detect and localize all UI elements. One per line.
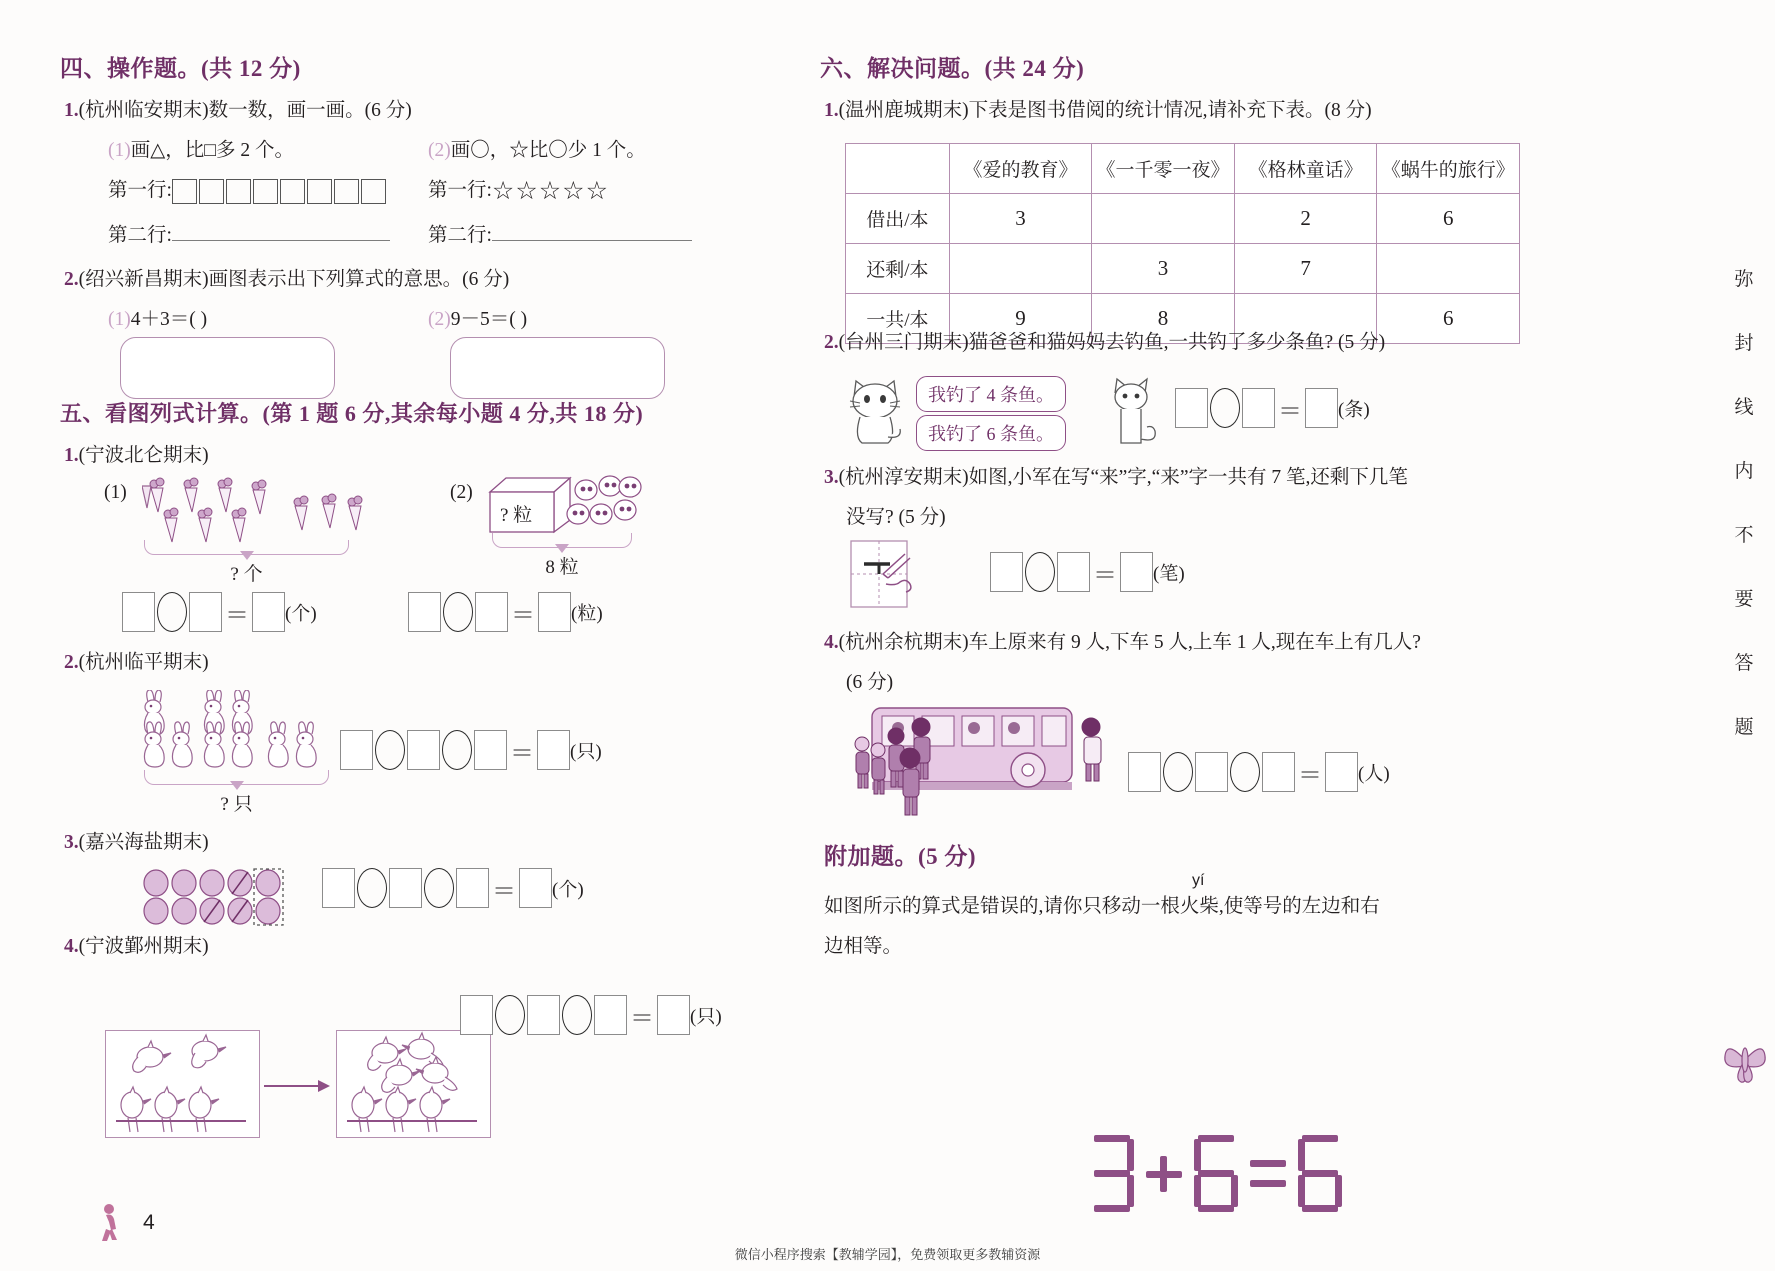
s4-q2-sub1-label: (1) [108, 309, 131, 330]
s4-q2-text: (绍兴新昌期末)画图表示出下列算式的意思。(6 分) [78, 269, 510, 290]
cat-bubble-2: 我钓了 6 条鱼。 [916, 415, 1066, 451]
side-char: 线 [1734, 396, 1754, 418]
answer-box[interactable] [1120, 552, 1153, 592]
s4-q2-sub2-expr: 9－5＝( ) [450, 309, 528, 330]
s4-q1-sub2-label: (2) [428, 140, 451, 161]
s4-q2-sub1 [108, 305, 207, 334]
s5-q3-answer: ＝ (个) [322, 868, 584, 908]
shape-square [280, 179, 305, 204]
table-column-header: 《格林童话》 [1234, 144, 1377, 194]
operator-circle[interactable] [373, 730, 407, 770]
answer-unit: (只) [570, 741, 602, 763]
draw-area-2[interactable] [450, 337, 665, 399]
answer-box[interactable] [122, 592, 155, 632]
s5-q3-line [64, 828, 209, 857]
side-char: 要 [1734, 588, 1754, 610]
side-char: 题 [1734, 716, 1754, 738]
star-row: ☆☆☆☆☆ [491, 178, 609, 206]
table-row-header: 一共/本 [846, 294, 950, 344]
answer-box[interactable] [990, 552, 1023, 592]
operator-circle[interactable] [1161, 752, 1195, 792]
brace-rabbits [144, 770, 329, 786]
table-cell-blank[interactable] [1092, 194, 1235, 244]
table-row-header: 借出/本 [846, 194, 950, 244]
answer-box[interactable] [1195, 752, 1228, 792]
s5-q2-answer: ＝ (只) [340, 730, 602, 770]
circles-group [142, 868, 302, 931]
s5-q1-sub2-label: (2) [450, 482, 473, 503]
answer-box[interactable] [322, 868, 355, 908]
s6-q3-answer: ＝ (笔) [990, 552, 1185, 592]
table-cell-blank[interactable] [1377, 244, 1520, 294]
bonus-text-line2: 边相等。 [824, 936, 903, 957]
operator-circle[interactable] [355, 868, 389, 908]
shape-square [334, 179, 359, 204]
cat-left-icon [842, 375, 908, 452]
bird-frame-after [336, 1030, 491, 1138]
s6-q4-line2: (6 分) [846, 672, 894, 693]
runner-decoration-icon [92, 1203, 126, 1243]
s4-q1-sub1-row1 [108, 176, 388, 205]
s5-q2-line [64, 648, 209, 677]
s6-q4-line1 [824, 628, 1421, 657]
s6-q3-text1: (杭州淳安期末)如图,小军在写“来”字,“来”字一共有 7 笔,还剩下几笔 [838, 467, 1408, 488]
table-cell-value: 6 [1377, 194, 1520, 244]
s4-q1-sub2-row2-label: 第二行: [428, 225, 492, 246]
answer-box[interactable] [408, 592, 441, 632]
s5-q1-sub2-answer: ＝ (粒) [408, 592, 603, 632]
bonus-text-line1: 如图所示的算式是错误的,请你只移动一根火柴,使等号的左边和右 [824, 896, 1380, 917]
table-cell-value: 6 [1377, 294, 1520, 344]
brace-beads [492, 533, 632, 549]
cat-father-icon [1105, 375, 1165, 455]
answer-box[interactable] [407, 730, 440, 770]
cat-mother-icon [842, 375, 908, 447]
answer-box[interactable] [527, 995, 560, 1035]
answer-unit: (粒) [571, 603, 603, 625]
answer-unit: (个) [552, 879, 584, 901]
answer-box[interactable] [538, 592, 571, 632]
section-six-heading: 六、解决问题。(共 24 分) [820, 56, 1085, 81]
s6-q2-text: (台州三门期末)猫爸爸和猫妈妈去钓鱼,一共钓了多少条鱼? (5 分) [838, 332, 1386, 353]
answer-box[interactable] [657, 995, 690, 1035]
brace-carrots [144, 540, 349, 556]
s4-q1-sub2-line [428, 136, 646, 165]
answer-box[interactable] [519, 868, 552, 908]
operator-circle[interactable] [422, 868, 456, 908]
s5-q3-number: 3. [64, 832, 79, 853]
answer-box[interactable] [1325, 752, 1358, 792]
s5-q4-number: 4. [64, 936, 79, 957]
side-char: 弥 [1734, 269, 1754, 290]
bonus-heading: 附加题。(5 分) [824, 844, 977, 869]
answer-box[interactable] [252, 592, 285, 632]
table-cell-value: 7 [1234, 244, 1377, 294]
s6-q3-line1 [824, 463, 1408, 492]
s4-q2-sub2-label: (2) [428, 309, 451, 330]
bus-and-people-svg [842, 702, 1142, 817]
table-row-header: 还剩/本 [846, 244, 950, 294]
rabbit-group [142, 690, 362, 775]
crossed-circles-svg [142, 868, 302, 926]
s4-q2-sub2 [428, 305, 527, 334]
answer-unit: (条) [1338, 399, 1370, 421]
rabbits-svg [142, 690, 362, 770]
table-cell-blank[interactable] [949, 244, 1092, 294]
s6-q1-line [824, 96, 1372, 125]
s5-q1-text: (宁波北仑期末) [78, 445, 209, 466]
operator-circle[interactable] [1208, 388, 1242, 428]
butterfly-decoration-icon [1721, 1026, 1769, 1096]
binding-side-text [1731, 270, 1757, 782]
s6-q4-answer: ＝ (人) [1128, 752, 1390, 792]
box-count-label: ? 粒 [500, 505, 533, 526]
beads-brace-label: 8 粒 [545, 557, 579, 578]
s4-q1-number: 1. [64, 100, 79, 121]
section-four-heading: 四、操作题。(共 12 分) [60, 56, 301, 81]
answer-box[interactable] [1057, 552, 1090, 592]
cat-right-icon [1105, 375, 1165, 460]
s4-q1-sub1-row1-label: 第一行: [108, 180, 172, 201]
left-column [60, 0, 780, 1271]
matchstick-equation [1090, 1135, 1342, 1213]
table-cell-value: 3 [1092, 244, 1235, 294]
s4-q1-sub2-text: 画〇，☆比〇少 1 个。 [450, 140, 646, 161]
square-row [172, 180, 388, 201]
s6-q4-text1: (杭州余杭期末)车上原来有 9 人,下车 5 人,上车 1 人,现在车上有几人? [838, 632, 1421, 653]
s4-q1-sub2-row1 [428, 176, 609, 205]
rabbit-brace-label: ? 只 [220, 794, 253, 815]
answer-box[interactable] [460, 995, 493, 1035]
birds-after-svg [337, 1031, 490, 1137]
s6-q3-line2: 没写? (5 分) [846, 507, 946, 528]
answer-box[interactable] [456, 868, 489, 908]
answer-box[interactable] [1262, 752, 1295, 792]
s5-q1-number: 1. [64, 445, 79, 466]
table-column-header: 《蜗牛的旅行》 [1377, 144, 1520, 194]
answer-unit: (只) [690, 1006, 722, 1028]
table-row [846, 244, 1520, 294]
operator-circle[interactable] [493, 995, 527, 1035]
book-stats-table [845, 143, 1520, 344]
answer-box[interactable] [475, 592, 508, 632]
answer-box[interactable] [1175, 388, 1208, 428]
match-digit-3 [1090, 1135, 1134, 1213]
side-char: 不 [1734, 524, 1754, 546]
bird-frame-before [105, 1030, 260, 1138]
s5-q4-answer: ＝ (只) [460, 995, 722, 1035]
s4-q1-sub2-row1-label: 第一行: [428, 180, 492, 201]
writing-character-figure [850, 540, 928, 615]
birds-before-svg [106, 1031, 259, 1137]
operator-circle[interactable] [155, 592, 189, 632]
table-corner-cell [846, 144, 950, 194]
carrot-brace-label: ? 个 [230, 564, 263, 585]
s5-q1-sub1-label: (1) [104, 482, 127, 503]
s6-q1-number: 1. [824, 100, 839, 121]
operator-circle[interactable] [1228, 752, 1262, 792]
section-five-heading: 五、看图列式计算。(第 1 题 6 分,其余每小题 4 分,共 18 分) [60, 401, 644, 426]
carrots-svg [142, 476, 372, 548]
table-cell-value: 9 [949, 294, 1092, 344]
s4-q2-number: 2. [64, 269, 79, 290]
table-row [846, 194, 1520, 244]
operator-circle[interactable] [441, 592, 475, 632]
s4-q1-sub1-row2 [108, 221, 390, 250]
shape-square [172, 179, 197, 204]
shape-square [226, 179, 251, 204]
s6-q1-text: (温州鹿城期末)下表是图书借阅的统计情况,请补充下表。(8 分) [838, 100, 1372, 121]
s5-q1-line [64, 441, 209, 470]
s6-q2-number: 2. [824, 332, 839, 353]
draw-area-1[interactable] [120, 337, 335, 399]
pinyin-annotation: yí [1192, 872, 1205, 889]
side-char: 内 [1734, 460, 1754, 482]
shape-square [253, 179, 278, 204]
bus-scene-figure [842, 702, 1142, 822]
s4-q2-line [64, 265, 509, 294]
answer-box[interactable] [189, 592, 222, 632]
s6-q4-number: 4. [824, 632, 839, 653]
footer-watermark: 微信小程序搜索【教辅学园】，免费领取更多教辅资源 [734, 1247, 1041, 1262]
s5-q4-line [64, 932, 209, 961]
cat-bubble-1: 我钓了 4 条鱼。 [916, 376, 1066, 412]
shape-square [307, 179, 332, 204]
s6-q2-line [824, 328, 1385, 357]
table-cell-value: 3 [949, 194, 1092, 244]
s4-q1-sub1-label: (1) [108, 140, 131, 161]
answer-box[interactable] [474, 730, 507, 770]
s4-q1-sub1-text: 画△，比□多 2 个。 [130, 140, 295, 161]
s5-q2-text: (杭州临平期末) [78, 652, 209, 673]
table-column-header: 《一千零一夜》 [1092, 144, 1235, 194]
s5-q2-number: 2. [64, 652, 79, 673]
tianzige-pen-svg [850, 540, 928, 610]
s4-q1-sub1-line [108, 136, 294, 165]
match-equals-sign [1248, 1160, 1288, 1188]
match-digit-6-right [1298, 1135, 1342, 1213]
s6-q2-answer: ＝ (条) [1175, 388, 1370, 428]
answer-box[interactable] [1128, 752, 1161, 792]
answer-blank-line[interactable] [172, 222, 390, 241]
answer-unit: (笔) [1153, 563, 1185, 585]
operator-circle[interactable] [440, 730, 474, 770]
side-char: 答 [1734, 652, 1754, 674]
s4-q1-line [64, 96, 412, 125]
answer-blank-line[interactable] [492, 222, 692, 241]
operator-circle[interactable] [560, 995, 594, 1035]
right-column [820, 0, 1520, 1271]
s6-q3-number: 3. [824, 467, 839, 488]
operator-circle[interactable] [1023, 552, 1057, 592]
answer-unit: (个) [285, 603, 317, 625]
answer-box[interactable] [389, 868, 422, 908]
s4-q1-sub1-row2-label: 第二行: [108, 225, 172, 246]
table-header-row [846, 144, 1520, 194]
transition-arrow-icon [264, 1078, 330, 1094]
answer-box[interactable] [1305, 388, 1338, 428]
answer-box[interactable] [340, 730, 373, 770]
s5-q4-text: (宁波鄞州期末) [78, 936, 209, 957]
shape-square [199, 179, 224, 204]
side-char: 封 [1734, 332, 1754, 354]
s5-q1-sub1-answer: ＝ (个) [122, 592, 317, 632]
shape-square [361, 179, 386, 204]
s4-q2-sub1-expr: 4＋3＝( ) [130, 309, 208, 330]
table-column-header: 《爱的教育》 [949, 144, 1092, 194]
table-cell-value: 8 [1092, 294, 1235, 344]
s5-q3-text: (嘉兴海盐期末) [78, 832, 209, 853]
table-cell-value: 2 [1234, 194, 1377, 244]
answer-box[interactable] [594, 995, 627, 1035]
s4-q1-sub2-row2 [428, 221, 692, 250]
match-digit-6-left [1194, 1135, 1238, 1213]
s4-q1-text: (杭州临安期末)数一数，画一画。(6 分) [78, 100, 412, 121]
page-number: 4 [143, 1211, 155, 1234]
match-plus-sign [1144, 1154, 1184, 1194]
answer-unit: (人) [1358, 763, 1390, 785]
answer-box[interactable] [537, 730, 570, 770]
answer-box[interactable] [1242, 388, 1275, 428]
